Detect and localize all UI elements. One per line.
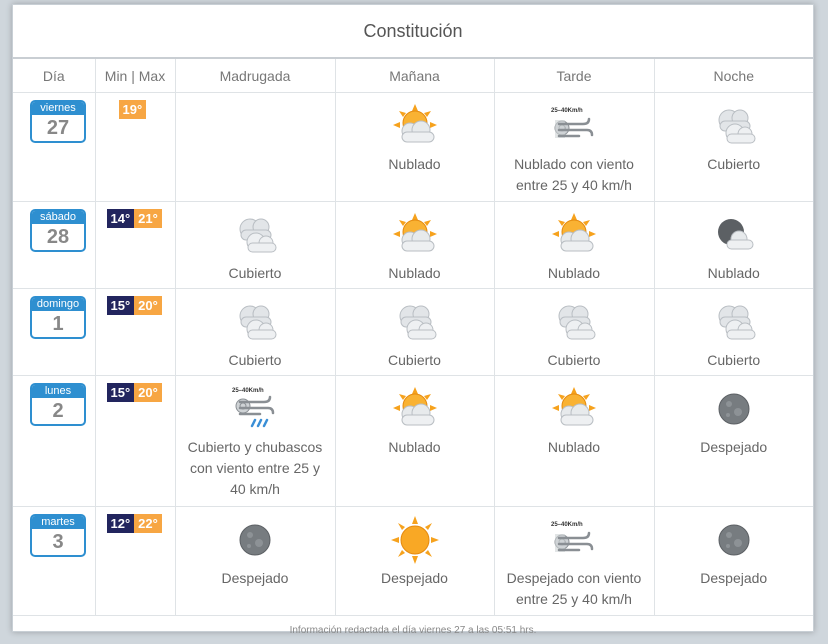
moon-icon xyxy=(656,512,813,568)
header-madrugada: Madrugada xyxy=(175,59,335,93)
partly-cloudy-icon xyxy=(337,98,493,154)
forecast-table xyxy=(13,59,813,644)
forecast-description: Nublado xyxy=(337,437,493,458)
header-tarde: Tarde xyxy=(494,59,654,93)
temp-min: 12° xyxy=(107,514,135,533)
sun-icon xyxy=(337,512,493,568)
day-badge xyxy=(30,383,86,426)
temp-max: 22° xyxy=(134,514,162,533)
temp-cell xyxy=(95,93,175,202)
forecast-cell xyxy=(494,202,654,289)
forecast-row xyxy=(13,376,813,507)
forecast-cell xyxy=(175,507,335,616)
forecast-description: Despejado con viento entre 25 y 40 km/h xyxy=(496,568,653,610)
partly-cloudy-icon xyxy=(337,381,493,437)
forecast-row xyxy=(13,202,813,289)
forecast-description: Cubierto xyxy=(656,350,813,371)
day-name: lunes xyxy=(32,385,84,398)
temp-max: 20° xyxy=(134,383,162,402)
moon-icon xyxy=(177,512,334,568)
forecast-description: Cubierto xyxy=(496,350,653,371)
forecast-description: Nublado con viento entre 25 y 40 km/h xyxy=(496,154,653,196)
temp-min: 15° xyxy=(107,296,135,315)
day-badge xyxy=(30,100,86,143)
forecast-cell xyxy=(175,376,335,507)
forecast-cell xyxy=(494,507,654,616)
forecast-row xyxy=(13,93,813,202)
forecast-cell xyxy=(175,202,335,289)
page-title: Constitución xyxy=(13,5,813,59)
cloudy-icon xyxy=(337,294,493,350)
forecast-description: Nublado xyxy=(337,263,493,284)
svg-text:25–40Km/h: 25–40Km/h xyxy=(551,108,583,114)
temp-min: 14° xyxy=(107,209,135,228)
forecast-cell xyxy=(335,202,494,289)
forecast-cell xyxy=(175,93,335,202)
header-noche: Noche xyxy=(654,59,813,93)
svg-text:25–40Km/h: 25–40Km/h xyxy=(232,388,264,394)
day-number: 1 xyxy=(32,311,84,337)
forecast-cell xyxy=(654,289,813,376)
moon-icon xyxy=(656,381,813,437)
day-badge xyxy=(30,514,86,557)
forecast-cell xyxy=(654,376,813,507)
day-cell xyxy=(13,93,95,202)
forecast-cell xyxy=(494,376,654,507)
forecast-cell xyxy=(654,507,813,616)
partly-cloudy-icon xyxy=(337,207,493,263)
windy-icon xyxy=(496,98,653,154)
forecast-description: Cubierto xyxy=(177,350,334,371)
forecast-description: Cubierto xyxy=(337,350,493,371)
temp-cell xyxy=(95,289,175,376)
day-badge xyxy=(30,209,86,252)
header-min-max: Min | Max xyxy=(95,59,175,93)
partly-cloudy-icon xyxy=(496,381,653,437)
forecast-description: Nublado xyxy=(656,263,813,284)
forecast-cell xyxy=(335,376,494,507)
day-name: viernes xyxy=(32,102,84,115)
svg-text:25–40Km/h: 25–40Km/h xyxy=(551,522,583,528)
day-cell xyxy=(13,289,95,376)
cloudy-icon xyxy=(177,294,334,350)
day-cell xyxy=(13,202,95,289)
forecast-description: Nublado xyxy=(496,437,653,458)
forecast-cell xyxy=(335,289,494,376)
day-number: 3 xyxy=(32,529,84,555)
forecast-description: Cubierto xyxy=(656,154,813,175)
forecast-description: Despejado xyxy=(337,568,493,589)
day-cell xyxy=(13,507,95,616)
forecast-cell xyxy=(654,202,813,289)
day-badge xyxy=(30,296,86,339)
cloudy-icon xyxy=(496,294,653,350)
temp-max: 20° xyxy=(134,296,162,315)
day-number: 27 xyxy=(32,115,84,141)
forecast-description: Nublado xyxy=(496,263,653,284)
footer-note: Información redactada el día viernes 27 a las 05:51 hrs. xyxy=(13,616,813,644)
forecast-cell xyxy=(335,507,494,616)
temp-cell xyxy=(95,376,175,507)
forecast-cell xyxy=(494,289,654,376)
windy-rain-icon xyxy=(177,381,334,437)
header-manana: Mañana xyxy=(335,59,494,93)
forecast-cell xyxy=(175,289,335,376)
day-name: domingo xyxy=(32,298,84,311)
temp-max: 21° xyxy=(134,209,162,228)
cloudy-icon xyxy=(177,207,334,263)
header-row xyxy=(13,59,813,93)
forecast-row xyxy=(13,289,813,376)
temp-min: 15° xyxy=(107,383,135,402)
forecast-description: Nublado xyxy=(337,154,493,175)
forecast-cell xyxy=(335,93,494,202)
windy-icon xyxy=(496,512,653,568)
cloudy-icon xyxy=(656,294,813,350)
forecast-cell xyxy=(654,93,813,202)
day-cell xyxy=(13,376,95,507)
temp-max: 19° xyxy=(119,100,147,119)
day-number: 2 xyxy=(32,398,84,424)
forecast-row xyxy=(13,507,813,616)
night-cloudy-icon xyxy=(656,207,813,263)
forecast-card xyxy=(12,4,814,632)
partly-cloudy-icon xyxy=(496,207,653,263)
temp-cell xyxy=(95,202,175,289)
forecast-description: Despejado xyxy=(656,568,813,589)
forecast-description: Despejado xyxy=(656,437,813,458)
header-day: Día xyxy=(13,59,95,93)
day-name: martes xyxy=(32,516,84,529)
forecast-cell xyxy=(494,93,654,202)
day-number: 28 xyxy=(32,224,84,250)
forecast-description: Cubierto xyxy=(177,263,334,284)
cloudy-icon xyxy=(656,98,813,154)
forecast-description: Cubierto y chubascos con viento entre 25 y 40 km/h xyxy=(177,437,334,500)
forecast-description: Despejado xyxy=(177,568,334,589)
day-name: sábado xyxy=(32,211,84,224)
temp-cell xyxy=(95,507,175,616)
